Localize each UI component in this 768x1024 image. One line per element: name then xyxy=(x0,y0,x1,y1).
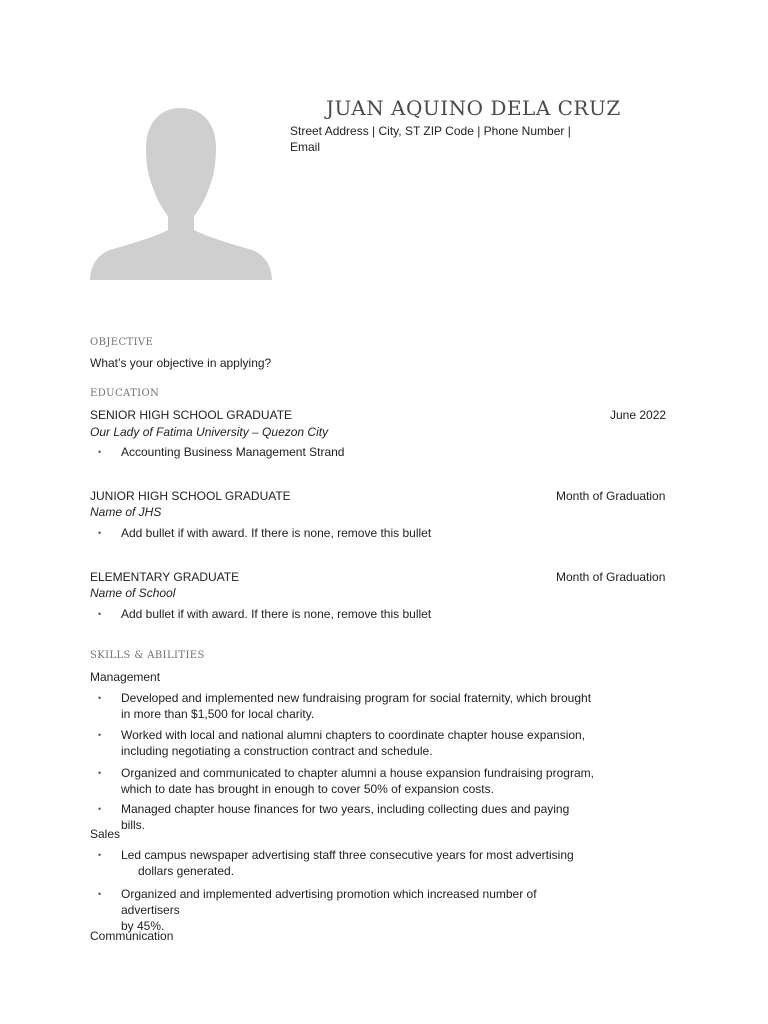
bullet-icon: • xyxy=(98,730,102,740)
bullet-icon: • xyxy=(98,528,102,538)
education-title: ELEMENTARY GRADUATE xyxy=(90,570,240,584)
education-title: SENIOR HIGH SCHOOL GRADUATE xyxy=(90,408,293,422)
bullet-icon: • xyxy=(98,889,102,899)
education-date: June 2022 xyxy=(610,408,667,422)
skill-bullet xyxy=(121,690,596,722)
bullet-icon: • xyxy=(98,850,102,860)
contact-info xyxy=(290,123,580,155)
skill-bullet-line: Developed and implemented new fundraising program for social fraternity, which brought xyxy=(121,691,592,705)
skill-category-label: Communication xyxy=(90,929,174,943)
contact-line: Street Address | City, ST ZIP Code | Phone Number | xyxy=(290,124,571,138)
candidate-name: JUAN AQUINO DELA CRUZ xyxy=(326,96,621,120)
skill-bullet-line: including negotiating a construction contract and schedule. xyxy=(121,744,433,758)
objective-heading: OBJECTIVE xyxy=(90,337,154,348)
skill-bullet-line: by 45%. xyxy=(121,919,165,933)
skill-bullet xyxy=(121,886,596,934)
skill-bullet xyxy=(121,765,596,797)
education-date: Month of Graduation xyxy=(556,570,666,584)
skills-heading: SKILLS & ABILITIES xyxy=(90,650,205,661)
skill-bullet-line: Organized and implemented advertising promotion which increased number of advertisers xyxy=(121,887,537,917)
education-bullet: Accounting Business Management Strand xyxy=(121,445,345,459)
skill-bullet xyxy=(121,801,596,833)
person-silhouette-icon xyxy=(90,108,272,280)
objective-text: What’s your objective in applying? xyxy=(90,356,272,370)
education-title: JUNIOR HIGH SCHOOL GRADUATE xyxy=(90,489,291,503)
education-date: Month of Graduation xyxy=(556,489,666,503)
education-school: Our Lady of Fatima University – Quezon City xyxy=(90,425,329,439)
bullet-icon: • xyxy=(98,768,102,778)
skill-category-label: Sales xyxy=(90,827,121,841)
education-bullet: Add bullet if with award. If there is none, remove this bullet xyxy=(121,607,432,621)
contact-line-email: Email xyxy=(290,140,321,154)
skill-bullet-line: Worked with local and national alumni chapters to coordinate chapter house expansion, xyxy=(121,728,586,742)
education-bullet: Add bullet if with award. If there is none, remove this bullet xyxy=(121,526,432,540)
education-heading: EDUCATION xyxy=(90,388,160,399)
bullet-icon: • xyxy=(98,693,102,703)
bullet-icon: • xyxy=(98,447,102,457)
education-school: Name of JHS xyxy=(90,505,162,519)
skill-bullet xyxy=(121,847,596,879)
skill-category-label: Management xyxy=(90,670,161,684)
skill-bullet xyxy=(121,727,596,759)
skill-bullet-line: which to date has brought in enough to cover 50% of expansion costs. xyxy=(121,782,494,796)
skill-bullet-line: dollars generated. xyxy=(138,864,235,878)
bullet-icon: • xyxy=(98,804,102,814)
education-school: Name of School xyxy=(90,586,176,600)
skill-bullet-line: in more than $1,500 for local charity. xyxy=(121,707,315,721)
skill-bullet-line: Organized and communicated to chapter alumni a house expansion fundraising program, xyxy=(121,766,594,780)
bullet-icon: • xyxy=(98,609,102,619)
skill-bullet-line: Led campus newspaper advertising staff three consecutive years for most advertising xyxy=(121,848,574,862)
skill-bullet-line: Managed chapter house finances for two years, including collecting dues and paying bills. xyxy=(121,802,570,832)
